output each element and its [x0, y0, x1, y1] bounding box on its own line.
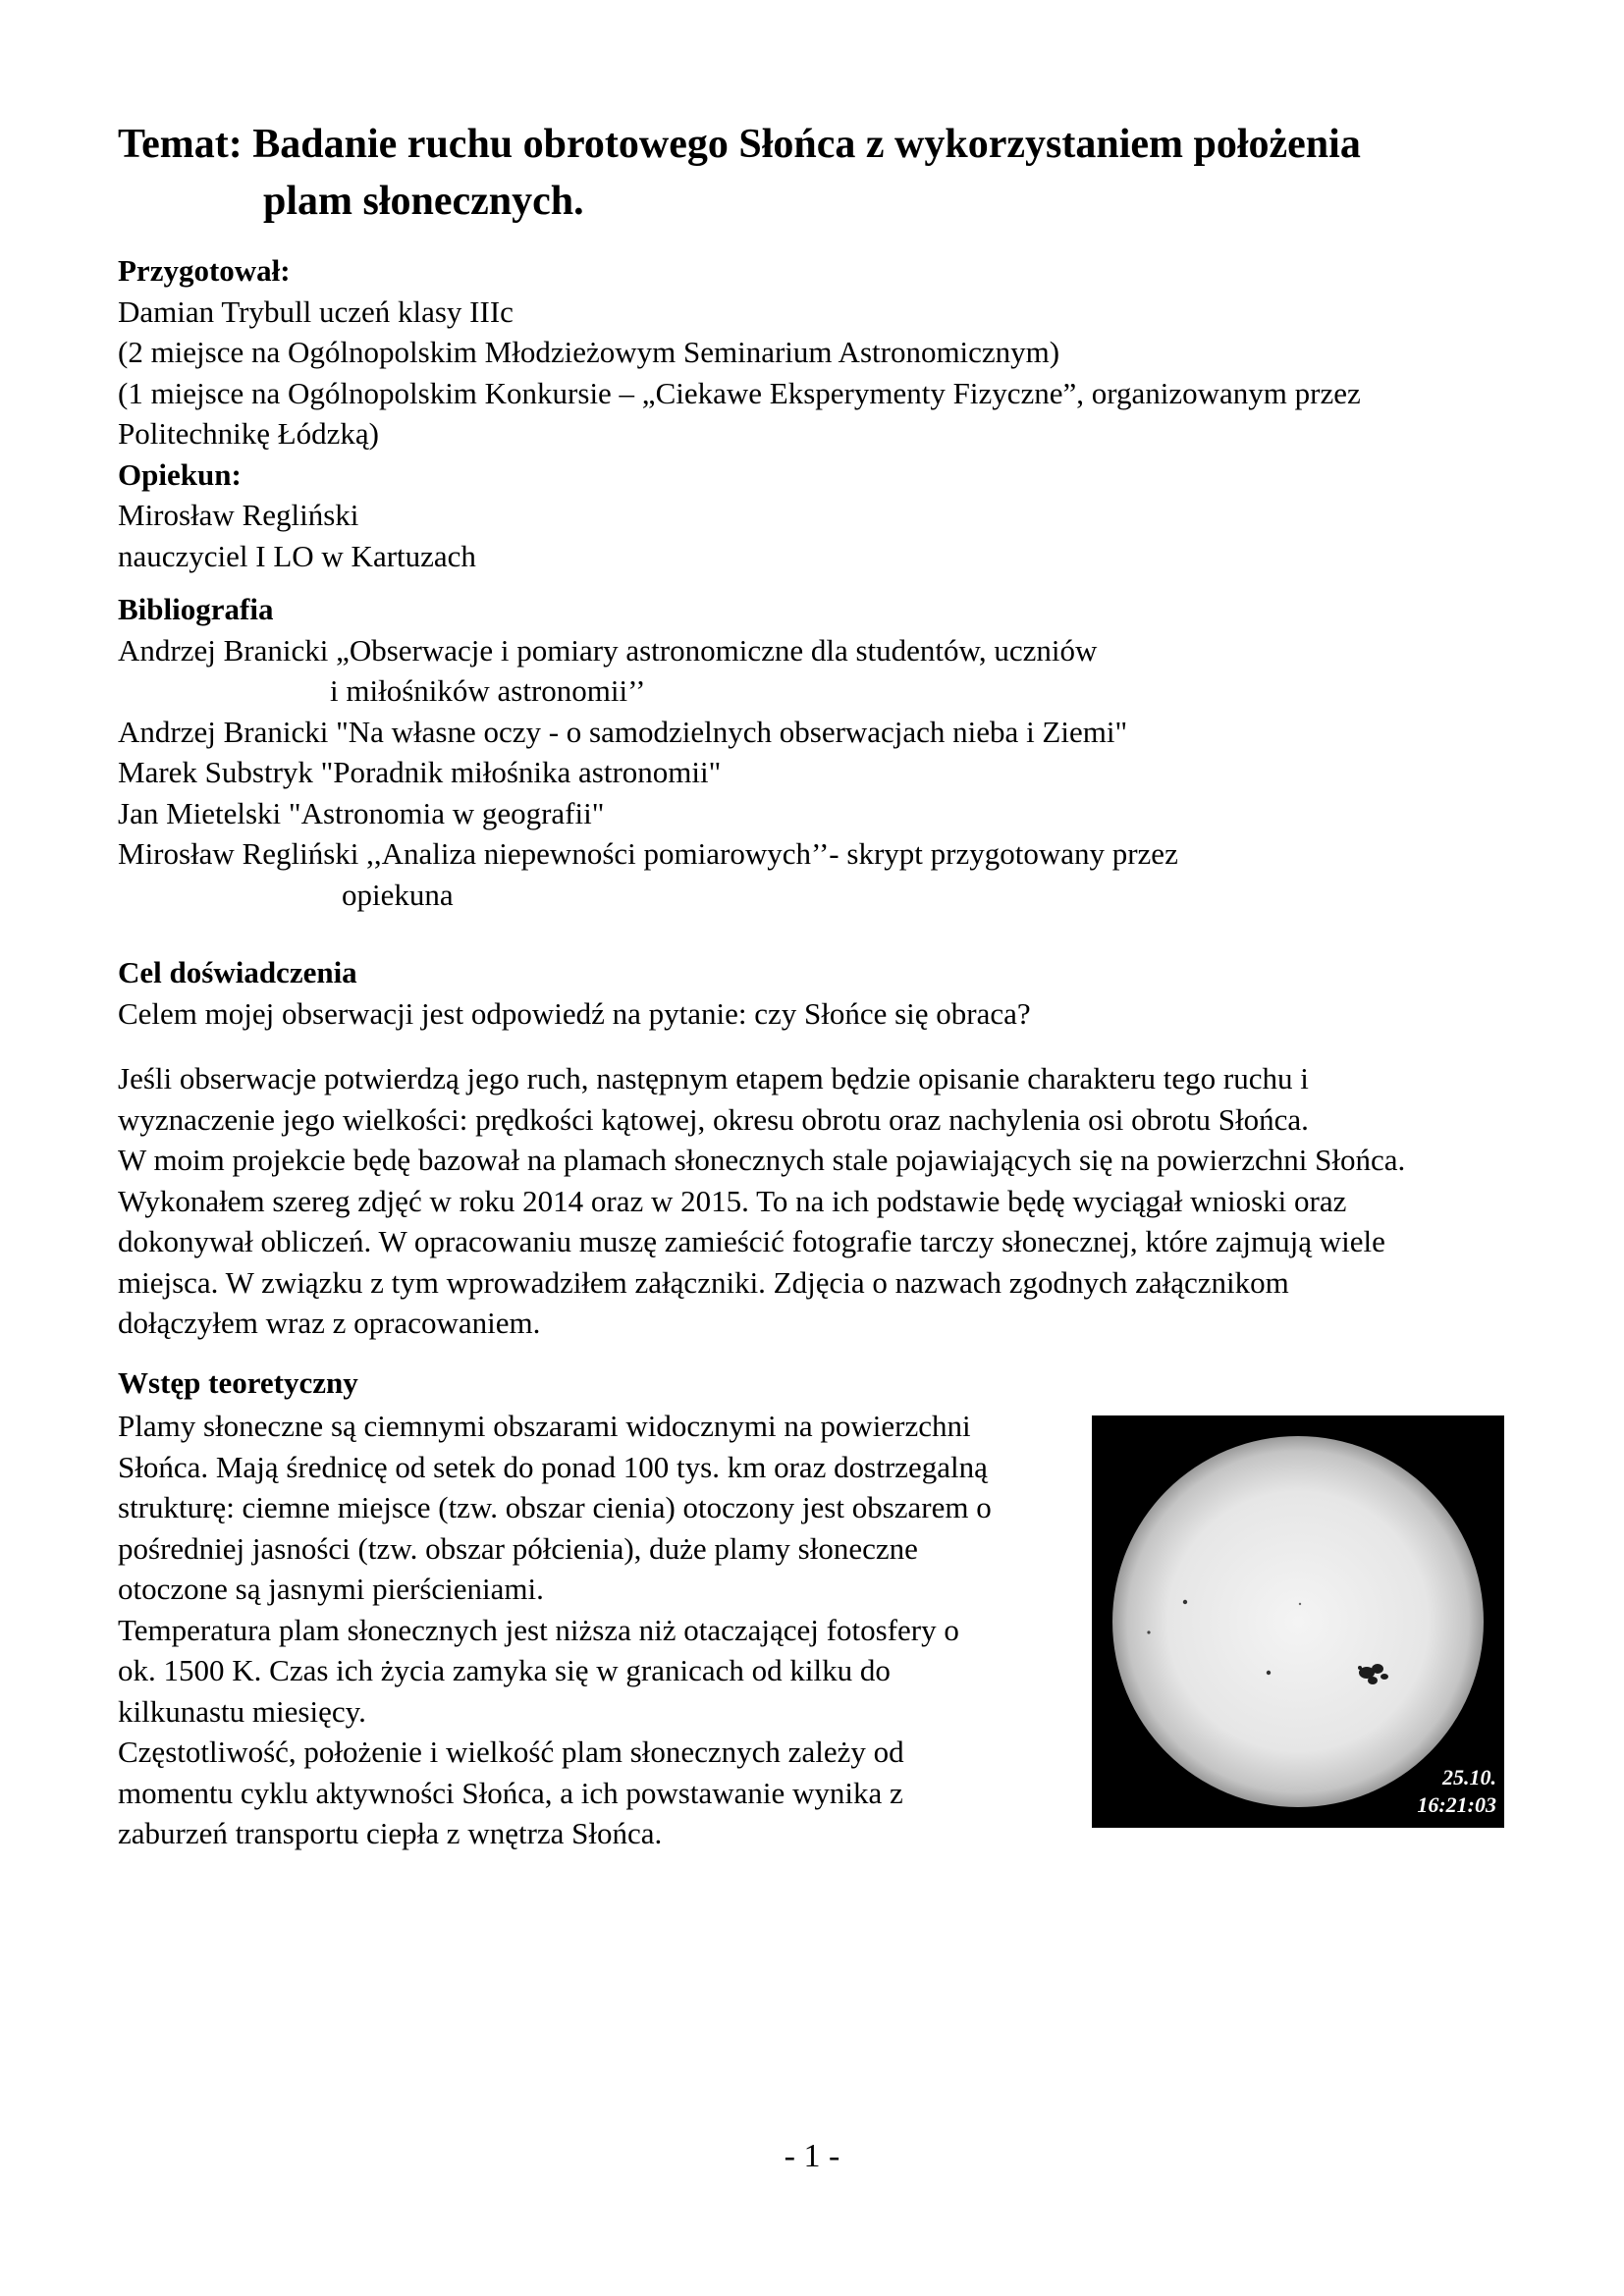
goal-paragraph-line: dokonywał obliczeń. W opracowaniu muszę zamieścić fotografie tarczy słonecznej, które zajmują wiele: [118, 1224, 1385, 1258]
title-line-1: Temat: Badanie ruchu obrotowego Słońca z wykorzystaniem położenia: [118, 122, 1361, 167]
bibliography-entry: Mirosław Regliński ,,Analiza niepewności pomiarowych’’- skrypt przygotowany przez: [118, 836, 1178, 871]
theory-line: Słońca. Mają średnicę od setek do ponad 100 tys. km oraz dostrzegalną: [118, 1449, 988, 1484]
goal-paragraph-line: miejsca. W związku z tym wprowadziłem załączniki. Zdjęcia o nazwach zgodnych załącznikom: [118, 1264, 1289, 1300]
goal-paragraph-line: wyznaczenie jego wielkości: prędkości kątowej, okresu obrotu oraz nachylenia osi obrotu Słońca.: [118, 1101, 1309, 1137]
prepared-line: (1 miejsce na Ogólnopolskim Konkursie – „Ciekawe Eksperymenty Fizyczne”, organizowanym przez: [118, 375, 1361, 410]
sun-disc: [1112, 1436, 1484, 1807]
goal-paragraph-line: W moim projekcie będę bazował na plamach słonecznych stale pojawiających się na powierzchni Słońca.: [118, 1143, 1406, 1177]
theory-line: pośredniej jasności (tzw. obszar półcienia), duże plamy słoneczne: [118, 1530, 918, 1566]
page-number: - 1 -: [784, 2138, 840, 2174]
theory-line: kilkunastu miesięcy.: [118, 1693, 366, 1729]
bibliography-entry: Andrzej Branicki "Na własne oczy - o samodzielnych obserwacjach nieba i Ziemi": [118, 714, 1128, 749]
theory-line: Plamy słoneczne są ciemnymi obszarami widocznymi na powierzchni: [118, 1409, 971, 1443]
prepared-line: (2 miejsce na Ogólnopolskim Młodzieżowym Seminarium Astronomicznym): [118, 335, 1060, 369]
theory-line: otoczone są jasnymi pierścieniami.: [118, 1572, 544, 1606]
goal-paragraph: [118, 1058, 1512, 1344]
supervisor-line: Mirosław Regliński: [118, 498, 359, 532]
credits-section: [118, 250, 1512, 576]
theory-line: zaburzeń transportu ciepła z wnętrza Słońca.: [118, 1816, 663, 1850]
bibliography-entry: Jan Mietelski "Astronomia w geografii": [118, 795, 605, 830]
sunspot: [1147, 1630, 1150, 1633]
title-line-2: plam słonecznych.: [263, 179, 584, 224]
bibliography-heading: Bibliografia: [118, 592, 274, 626]
bibliography-section: [118, 589, 1512, 915]
goal-paragraph-line: Jeśli obserwacje potwierdzą jego ruch, następnym etapem będzie opisanie charakteru tego ruchu i: [118, 1061, 1309, 1095]
photo-time: 16:21:03: [1417, 1792, 1496, 1817]
theory-line: ok. 1500 K. Czas ich życia zamyka się w granicach od kilku do: [118, 1653, 891, 1687]
supervisor-heading: Opiekun:: [118, 456, 242, 492]
document-title: [118, 116, 1512, 230]
theory-paragraph: [118, 1406, 1080, 1854]
prepared-line: Politechnikę Łódzką): [118, 416, 379, 451]
goal-question: Celem mojej obserwacji jest odpowiedź na pytanie: czy Słońce się obraca?: [118, 995, 1031, 1031]
goal-paragraph-line: Wykonałem szereg zdjęć w roku 2014 oraz w 2015. To na ich podstawie będę wyciągał wnioski oraz: [118, 1183, 1347, 1218]
sunspot: [1299, 1603, 1301, 1605]
goal-section: [118, 952, 1512, 1034]
theory-line: Temperatura plam słonecznych jest niższa niż otaczającej fotosfery o: [118, 1612, 959, 1647]
prepared-line: Damian Trybull uczeń klasy IIIc: [118, 294, 514, 329]
theory-line: Częstotliwość, położenie i wielkość plam słonecznych zależy od: [118, 1735, 904, 1769]
theory-line: momentu cyklu aktywności Słońca, a ich powstawanie wynika z: [118, 1775, 903, 1810]
sunspot: [1267, 1671, 1271, 1675]
bibliography-entry: Andrzej Branicki „Obserwacje i pomiary astronomiczne dla studentów, uczniów: [118, 632, 1098, 667]
prepared-heading: Przygotował:: [118, 253, 291, 288]
supervisor-line: nauczyciel I LO w Kartuzach: [118, 538, 476, 573]
goal-heading: Cel doświadczenia: [118, 955, 357, 989]
bibliography-entry-continuation: opiekuna: [342, 877, 454, 912]
sunspot: [1183, 1600, 1187, 1604]
sun-photo: [1092, 1415, 1504, 1828]
bibliography-entry-continuation: i miłośników astronomii’’: [330, 673, 646, 708]
photo-date: 25.10.: [1442, 1765, 1496, 1789]
bibliography-entry: Marek Substryk "Poradnik miłośnika astronomii": [118, 755, 722, 789]
goal-paragraph-line: dołączyłem wraz z opracowaniem.: [118, 1306, 541, 1340]
theory-heading: Wstęp teoretyczny: [118, 1365, 358, 1400]
theory-heading-block: [118, 1362, 1512, 1404]
theory-line: strukturę: ciemne miejsce (tzw. obszar cienia) otoczony jest obszarem o: [118, 1490, 992, 1524]
